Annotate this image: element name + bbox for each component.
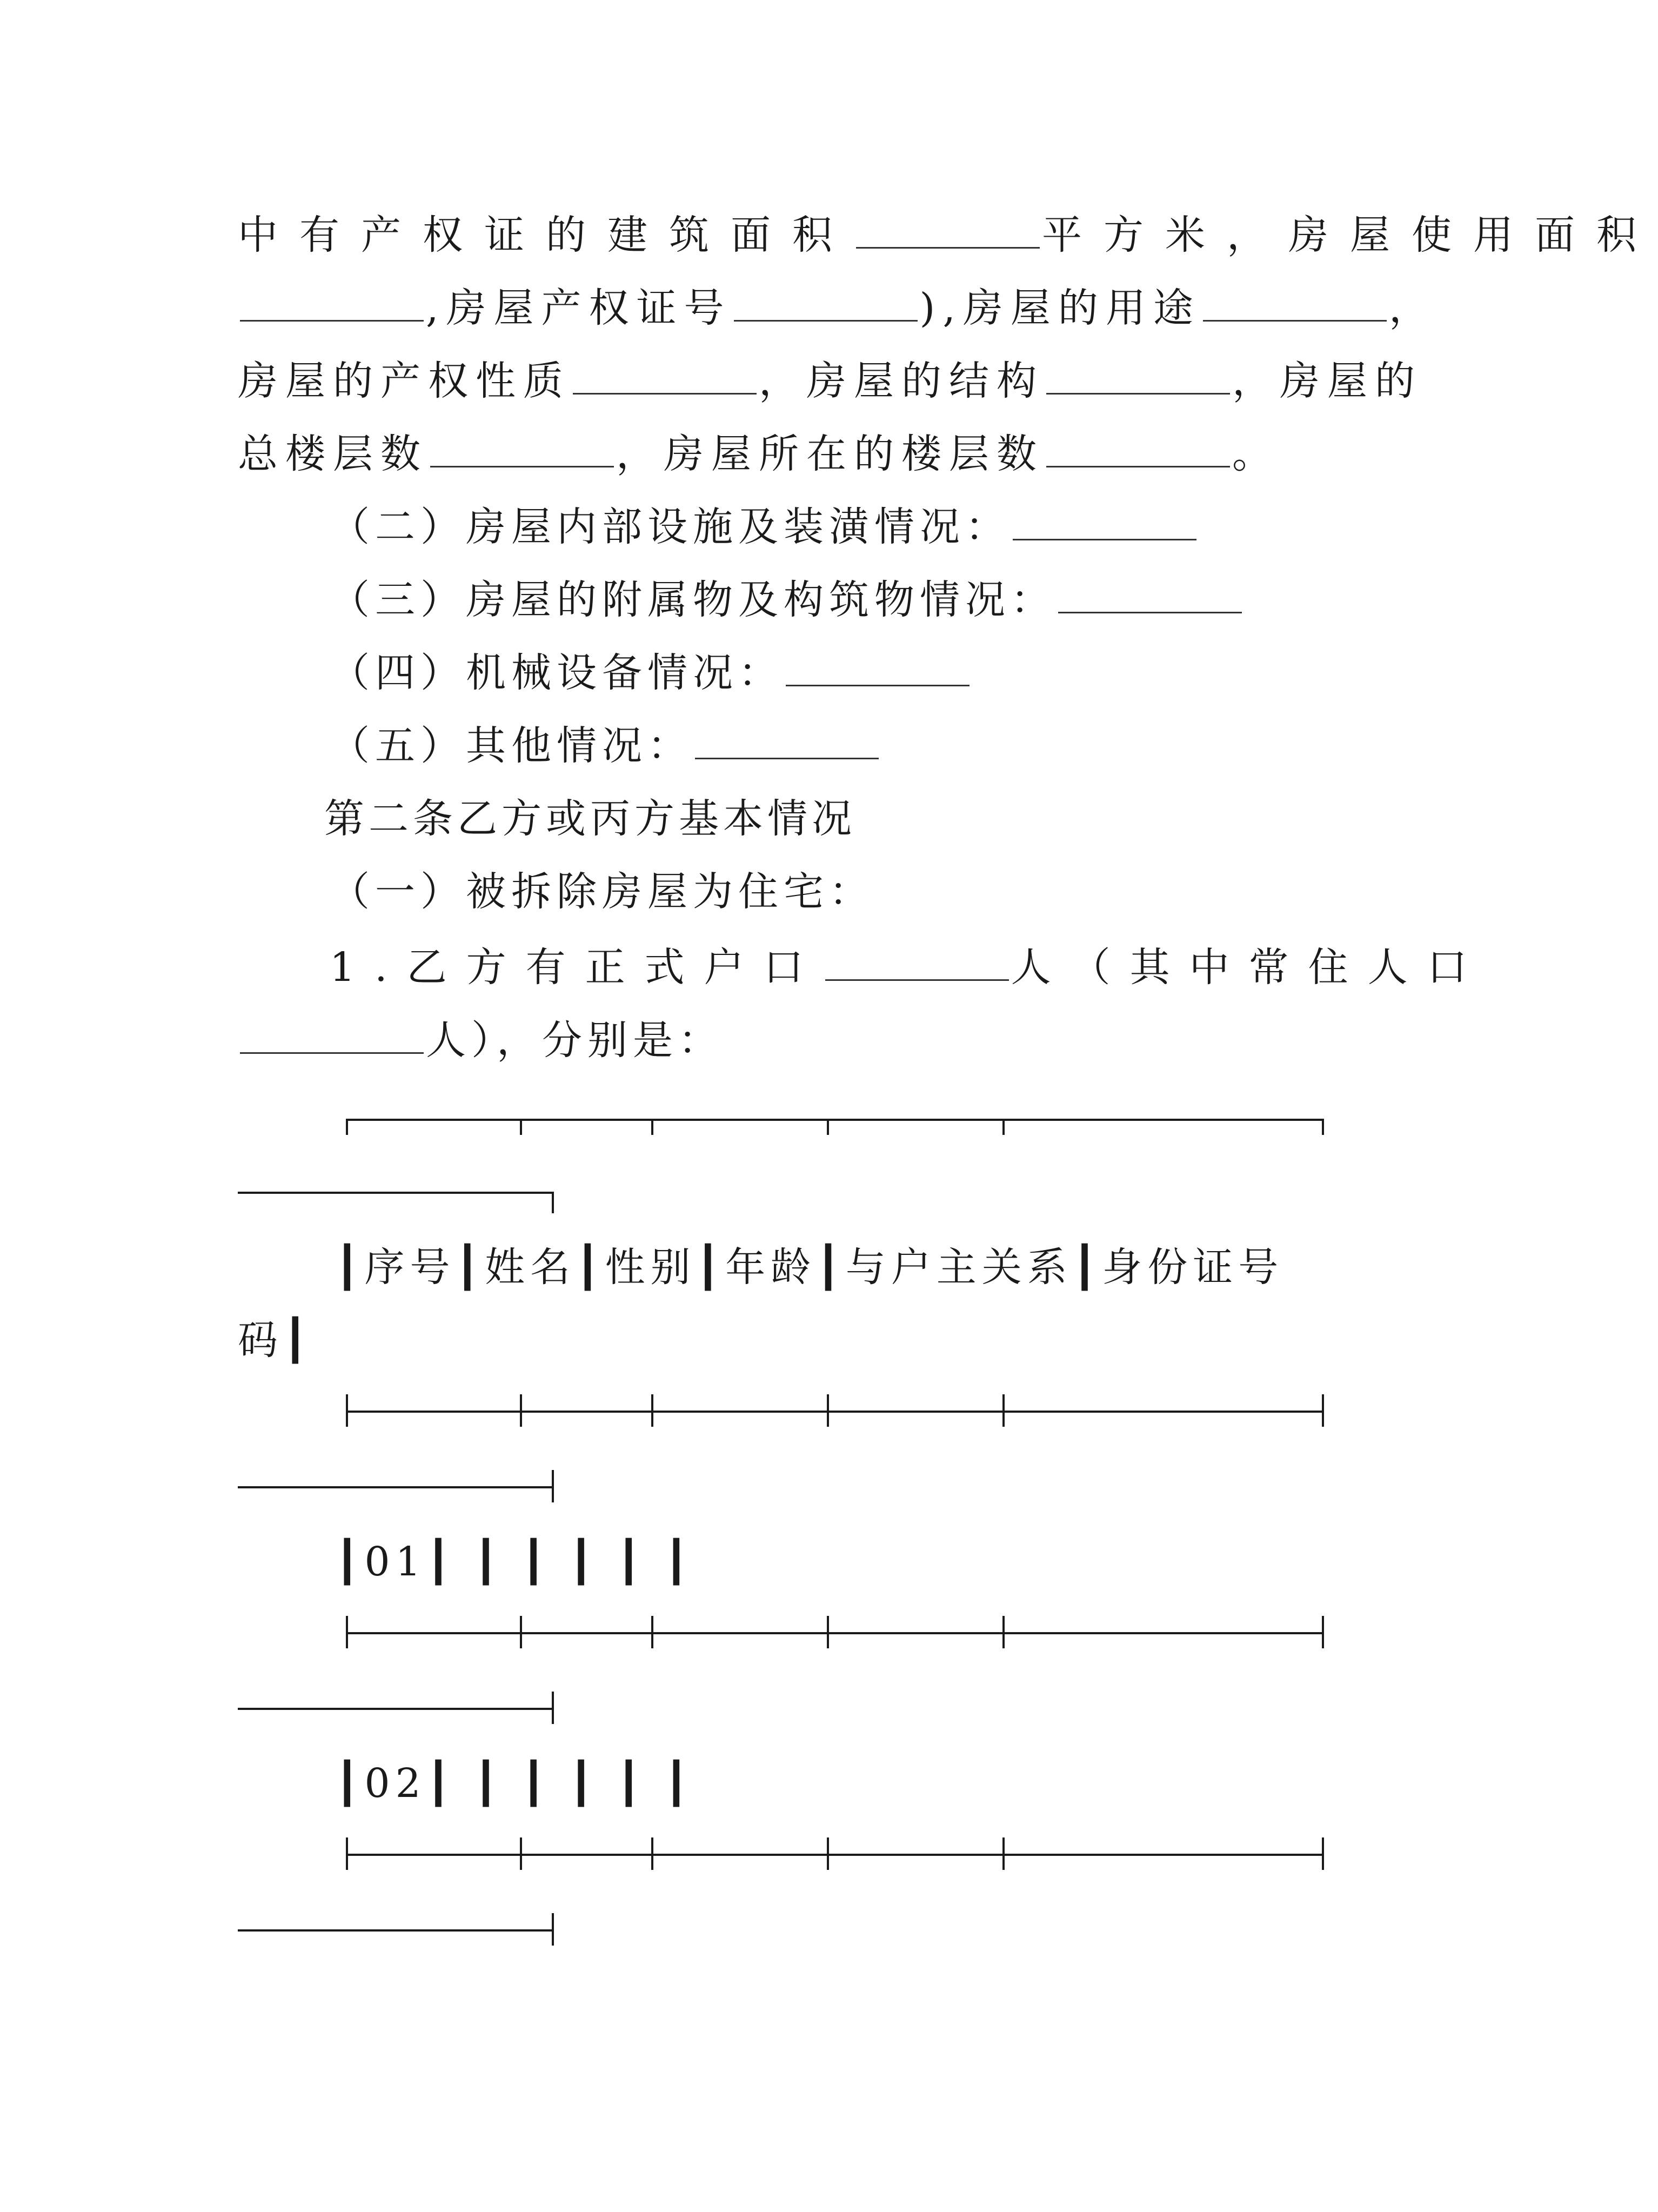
table-tick (1322, 1394, 1324, 1427)
table-tick (520, 1616, 522, 1648)
table-tick (346, 1394, 348, 1427)
table-tick (520, 1119, 522, 1135)
table-separator-wrap (238, 1929, 554, 1932)
blank-field-structure[interactable] (1046, 360, 1230, 395)
text-segment: 中有产权证的建筑面积 (238, 212, 854, 258)
text-line-3 (238, 351, 1422, 411)
text-line-4 (238, 424, 1373, 484)
table-tick (346, 1837, 348, 1870)
blank-field-building-area[interactable] (856, 215, 1040, 249)
item-4 (330, 643, 1465, 703)
item-label: （五）其他情况： (330, 723, 693, 769)
blank-field-attachments[interactable] (1058, 579, 1242, 613)
blank-field-usable-area[interactable] (240, 288, 424, 322)
table-tick (651, 1119, 653, 1135)
table-header-row-wrap (238, 1311, 1373, 1370)
table-tick (1322, 1119, 1324, 1135)
item-2 (330, 497, 1465, 557)
table-separator-wrap (238, 1486, 554, 1488)
item-label: （三）房屋的附属物及构筑物情况： (330, 577, 1056, 623)
table-row (335, 1532, 1470, 1592)
blank-field-property-nature[interactable] (573, 360, 757, 395)
table-tick (1322, 1837, 1324, 1870)
text-line-2 (238, 278, 1436, 338)
table-tick (552, 1913, 554, 1946)
table-separator (346, 1411, 1324, 1413)
text-segment: ，房屋所在的楼层数 (616, 431, 1044, 477)
article-title: 第二条乙方或丙方基本情况 (324, 796, 856, 842)
table-row-text: ┃02┃ ┃ ┃ ┃ ┃ ┃ (335, 1760, 694, 1807)
blank-field-other[interactable] (695, 725, 879, 759)
table-tick (827, 1119, 829, 1135)
table-tick (552, 1692, 554, 1724)
blank-field-registered-count[interactable] (825, 947, 1009, 981)
text-segment: ，房屋的 (1232, 358, 1422, 404)
table-tick (346, 1119, 348, 1135)
text-segment: 1.乙方有正式户口 (330, 944, 823, 991)
table-tick (827, 1394, 829, 1427)
blank-field-machinery[interactable] (786, 652, 970, 686)
table-row (335, 1754, 1470, 1813)
table-tick (651, 1616, 653, 1648)
item-label: （二）房屋内部设施及装潢情况： (330, 504, 1011, 550)
table-tick (520, 1837, 522, 1870)
table-tick (1322, 1616, 1324, 1648)
blank-field-total-floors[interactable] (430, 433, 614, 467)
text-segment: 房屋的产权性质 (238, 358, 571, 404)
sub-heading: （一）被拆除房屋为住宅： (330, 868, 874, 915)
article-2-para-2 (238, 1011, 1373, 1070)
text-segment: 总楼层数 (238, 431, 428, 477)
table-header: ┃序号┃姓名┃性别┃年龄┃与户主关系┃身份证号 (335, 1244, 1284, 1291)
table-tick (651, 1837, 653, 1870)
table-tick (552, 1192, 554, 1213)
table-tick (1002, 1119, 1005, 1135)
text-segment: 平方米，房屋使用面积 (1042, 212, 1658, 258)
table-top-border-wrap (238, 1192, 554, 1194)
table-tick (346, 1616, 348, 1648)
article-2-title (324, 789, 1459, 848)
table-tick (1002, 1394, 1005, 1427)
text-line-1 (238, 205, 1658, 265)
table-row-text: ┃01┃ ┃ ┃ ┃ ┃ ┃ (335, 1539, 694, 1585)
table-separator (346, 1632, 1324, 1634)
text-segment: ),房屋的用途 (919, 285, 1201, 331)
article-2-para-1 (330, 938, 1487, 997)
blank-field-usage[interactable] (1203, 288, 1387, 322)
item-label: （四）机械设备情况： (330, 650, 784, 696)
text-segment: ，房屋的结构 (759, 358, 1044, 404)
table-separator-wrap (238, 1708, 554, 1710)
table-tick (1002, 1837, 1005, 1870)
item-5 (330, 716, 1465, 776)
table-separator (346, 1854, 1324, 1856)
table-header: 码┃ (238, 1317, 313, 1364)
table-tick (520, 1394, 522, 1427)
blank-field-resident-count[interactable] (240, 1020, 424, 1054)
table-tick (1002, 1616, 1005, 1648)
blank-field-floor[interactable] (1046, 433, 1230, 467)
blank-field-certificate-no[interactable] (734, 288, 918, 322)
text-segment: ,房屋产权证号 (426, 285, 732, 331)
item-3 (330, 570, 1465, 630)
text-segment: 。 (1232, 431, 1280, 477)
table-tick (827, 1616, 829, 1648)
article-2-sub-1 (330, 862, 1465, 921)
blank-field-decoration[interactable] (1013, 506, 1196, 540)
table-tick (552, 1470, 554, 1502)
table-top-border (346, 1119, 1324, 1121)
text-segment: ， (1388, 285, 1436, 331)
text-segment: 人），分别是： (426, 1017, 724, 1064)
table-tick (651, 1394, 653, 1427)
table-tick (827, 1837, 829, 1870)
text-segment: 人（其中常住人口 (1011, 944, 1487, 991)
table-header-row (335, 1238, 1470, 1297)
